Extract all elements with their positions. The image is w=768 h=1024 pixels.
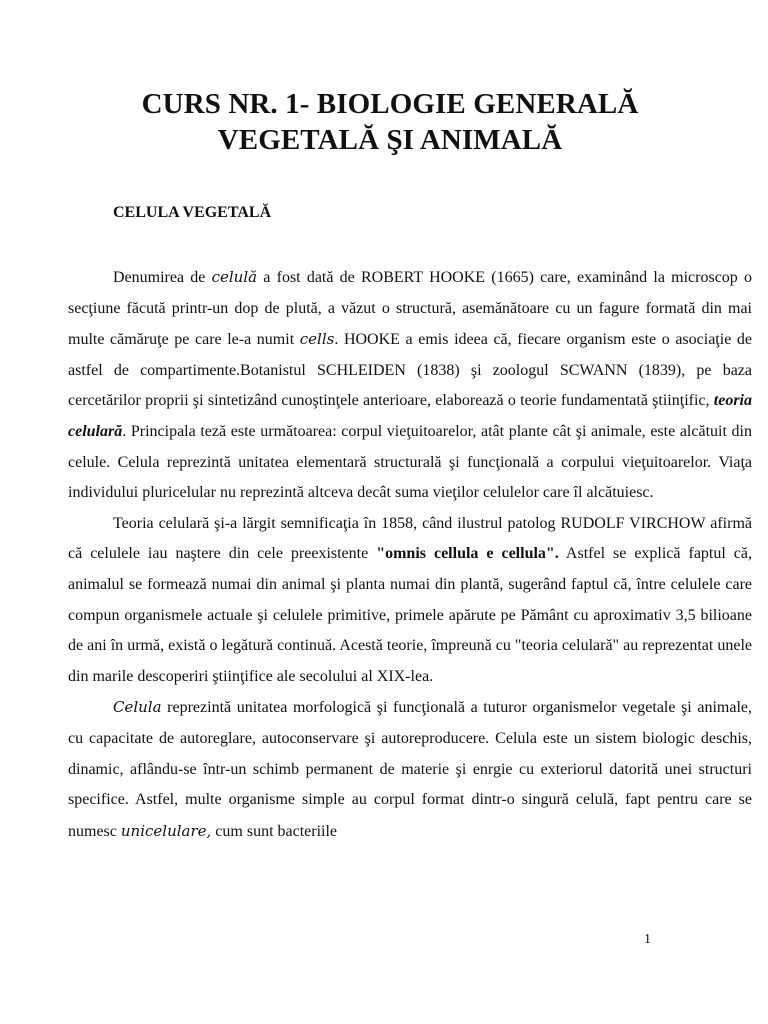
document-title xyxy=(90,86,690,158)
p1-text-2: a fost dată de ROBERT HOOKE (1665) care, examinând la microscop o secţiune făcută printr-un dop de plută, a văzut o structură, asemănătoare cu un fagure formată din mai multe cămăruţe pe care le-a numit xyxy=(68,269,753,349)
p3-text-1: reprezintă unitatea morfologică şi funcţională a tuturor organismelor vegetale şi animale, cu capacitate de autoreglare, autoconservare şi autoreproducere. Celula este un sistem biologic deschis, dinamic, aflându-se într-un schimb permanent de materie şi enrgie cu exteriorul datorită unei structuri specifice. Astfel, multe organisme simple au corpul format dintr-o singură celulă, fapt pentru care se numesc xyxy=(68,699,752,840)
p1-italic-cells: cells xyxy=(299,330,335,349)
body-text xyxy=(68,262,752,847)
p1-text-3: . HOOKE a emis ideea că, fiecare organism este o asociaţie de astfel de compartimente.Botanistul SCHLEIDEN (1838) şi zoologul SCWANN (1839), pe baza cercetărilor proprii şi sintetizând cunoştinţele anterioare, elaborează o teorie fundamentată ştiinţific, xyxy=(68,331,753,410)
section-heading: CELULA VEGETALĂ xyxy=(113,204,272,221)
p2-bold-omnis-cellula: "omnis cellula e cellula". xyxy=(376,545,559,563)
p2-text-2: Astfel se explică faptul că, animalul se formează numai din animal şi planta numai din plantă, sugerând faptul că, între celulele care compun organismele actuale şi celulele primitive, primele apărute pe Pământ cu aproximativ 3,5 bilioane de ani în urmă, există o legătură continuă. Acestă teorie, împreună cu "teoria celulară" au reprezentat unele din marile descoperiri ştiinţifice ale secolului al XIX-lea. xyxy=(68,545,753,685)
p3-italic-unicelulare: unicelulare, xyxy=(120,821,212,840)
page-number: 1 xyxy=(644,932,651,947)
paragraph-1 xyxy=(68,262,752,509)
title-line-1: CURS NR. 1- BIOLOGIE GENERALĂ xyxy=(141,88,639,120)
p3-text-2: cum sunt bacteriile xyxy=(211,822,338,840)
title-line-2: VEGETALĂ ŞI ANIMALĂ xyxy=(217,124,563,156)
p2-text-1: Teoria celulară şi-a lărgit semnificaţia în 1858, când ilustrul patolog RUDOLF VIRCHOW afirmă că celulele iau naştere din cele preexistente xyxy=(68,514,752,563)
p1-text-1: Denumirea de xyxy=(113,269,212,286)
paragraph-2 xyxy=(68,509,752,693)
p1-bold-teoria-celulara: teoria celulară xyxy=(68,392,752,440)
p3-italic-celula: Celula xyxy=(113,698,162,717)
p1-italic-celula: celulă xyxy=(211,268,258,286)
p1-text-4: . Principala teză este următoarea: corpul vieţuitoarelor, atât plante cât şi animale, este alcătuit din celule. Celula reprezintă unitatea elementară structurală şi funcţională a corpului vieţuitoarelor. Viaţa individului pluricelular nu reprezintă altceva decât suma vieţilor celulelor care îl alcătuiesc. xyxy=(68,422,752,502)
paragraph-3 xyxy=(68,692,752,847)
